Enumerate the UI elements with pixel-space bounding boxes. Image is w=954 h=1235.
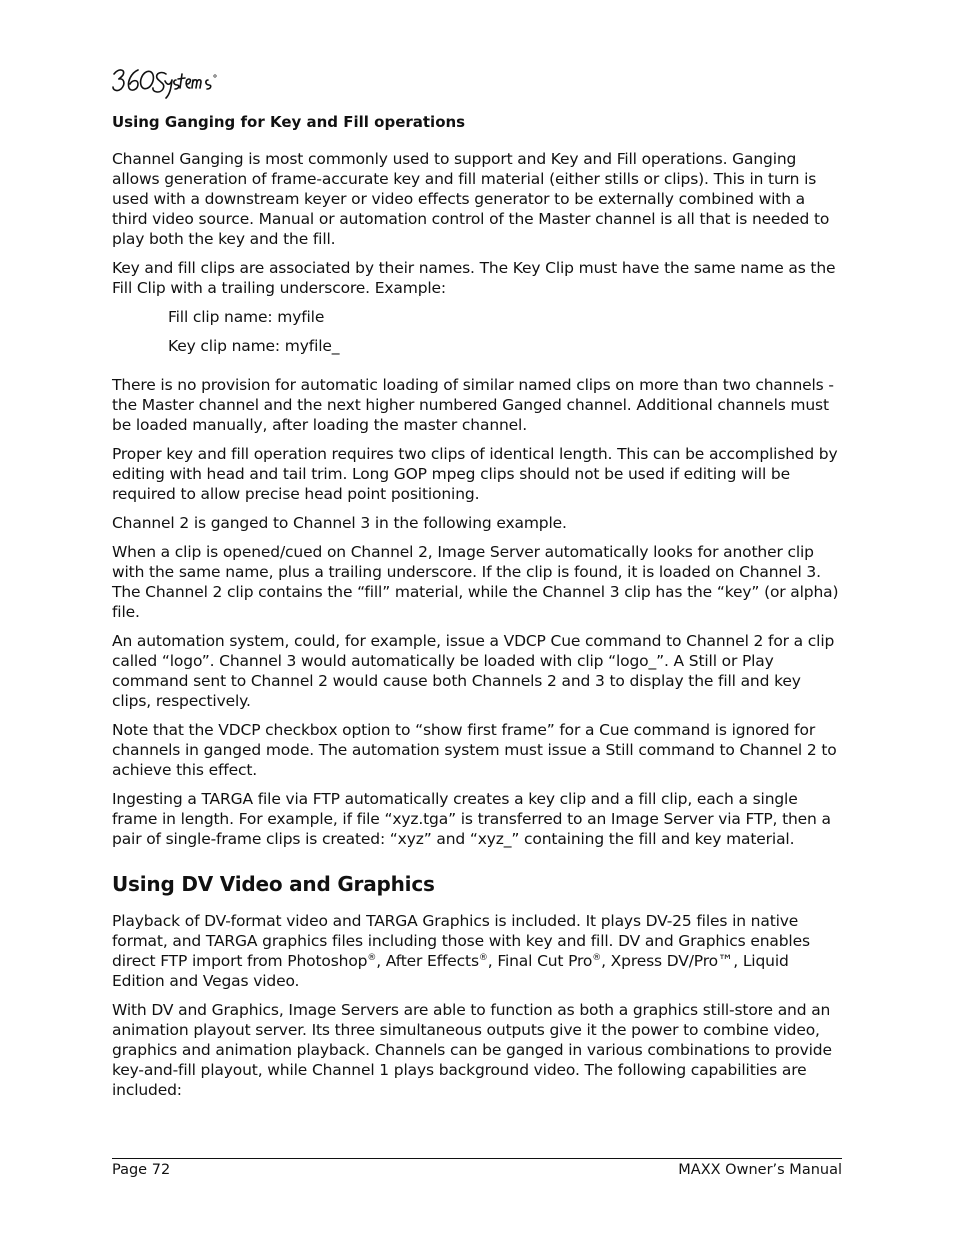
paragraph: Proper key and fill operation requires two clips of identical length. This can be accomplished by editing with head and tail trim. Long GOP mpeg clips should not be used if editing will be required to allow precise head point positioning. xyxy=(112,445,838,503)
manual-title: MAXX Owner’s Manual xyxy=(678,1162,842,1178)
paragraph-text: Playback of DV-format video and TARGA Graphics is included. It plays DV-25 files in native format, and TARGA graphics files including those with key and fill. DV and Graphics enables direct FTP import from Photoshop xyxy=(112,912,810,970)
paragraph: Channel Ganging is most commonly used to support and Key and Fill operations. Ganging allows generation of frame-accurate key and fill material (either stills or clips). This in turn is used with a downstream keyer or video effects generator to be externally combined with a third video source. Manual or automation control of the Master channel is all that is needed to play both the key and the fill. xyxy=(112,150,830,248)
paragraph: Key and fill clips are associated by their names. The Key Clip must have the same name as the Fill Clip with a trailing underscore. Example: xyxy=(112,259,836,297)
example-key-clip: Key clip name: myfile_ xyxy=(168,337,340,355)
paragraph: Ingesting a TARGA file via FTP automatically creates a key clip and a fill clip, each a single frame in length. For example, if file “xyz.tga” is transferred to an Image Server via FTP, then a pair of single-frame clips is created: “xyz” and “xyz_” containing the fill and key material. xyxy=(112,790,831,848)
paragraph: An automation system, could, for example, issue a VDCP Cue command to Channel 2 for a clip called “logo”. Channel 3 would automatically be loaded with clip “logo_”. A Still or Play command sent to Channel 2 would cause both Channels 2 and 3 to display the fill and key clips, respectively. xyxy=(112,632,835,710)
paragraph: Note that the VDCP checkbox option to “show first frame” for a Cue command is ignored for channels in ganged mode. The automation system must issue a Still command to Channel 2 to achieve this effect. xyxy=(112,721,837,779)
registered-mark: ® xyxy=(367,952,377,963)
footer-divider xyxy=(112,1158,842,1159)
paragraph: With DV and Graphics, Image Servers are able to function as both a graphics still-store and an animation playout server. Its three simultaneous outputs give it the power to combine video, graphics and animation playback. Channels can be ganged in various combinations to provide key-and-fill playout, while Channel 1 plays background video. The following capabilities are included: xyxy=(112,1001,832,1099)
paragraph: Channel 2 is ganged to Channel 3 in the following example. xyxy=(112,514,567,532)
360-systems-logo xyxy=(110,64,230,104)
paragraph xyxy=(112,911,842,991)
example-fill-clip: Fill clip name: myfile xyxy=(168,308,325,326)
section-heading: Using DV Video and Graphics xyxy=(112,872,435,896)
paragraph-text: , After Effects xyxy=(376,952,479,970)
page-content xyxy=(112,112,842,1109)
page-number: Page 72 xyxy=(112,1162,171,1178)
paragraph: When a clip is opened/cued on Channel 2, Image Server automatically looks for another clip with the same name, plus a trailing underscore. If the clip is found, it is loaded on Channel 3. The Channel 2 clip contains the “fill” material, while the Channel 3 clip has the “key” (or alpha) file. xyxy=(112,543,839,621)
registered-mark: ® xyxy=(478,952,488,963)
registered-mark: ® xyxy=(592,952,602,963)
section-subheading: Using Ganging for Key and Fill operations xyxy=(112,113,466,131)
paragraph-text: , Final Cut Pro xyxy=(487,952,593,970)
paragraph-text: , Xpress DV/Pro™, Liquid Edition and Vegas video. xyxy=(112,952,789,990)
paragraph: There is no provision for automatic loading of similar named clips on more than two channels - the Master channel and the next higher numbered Ganged channel. Additional channels must be loaded manually, after loading the master channel. xyxy=(112,376,834,434)
